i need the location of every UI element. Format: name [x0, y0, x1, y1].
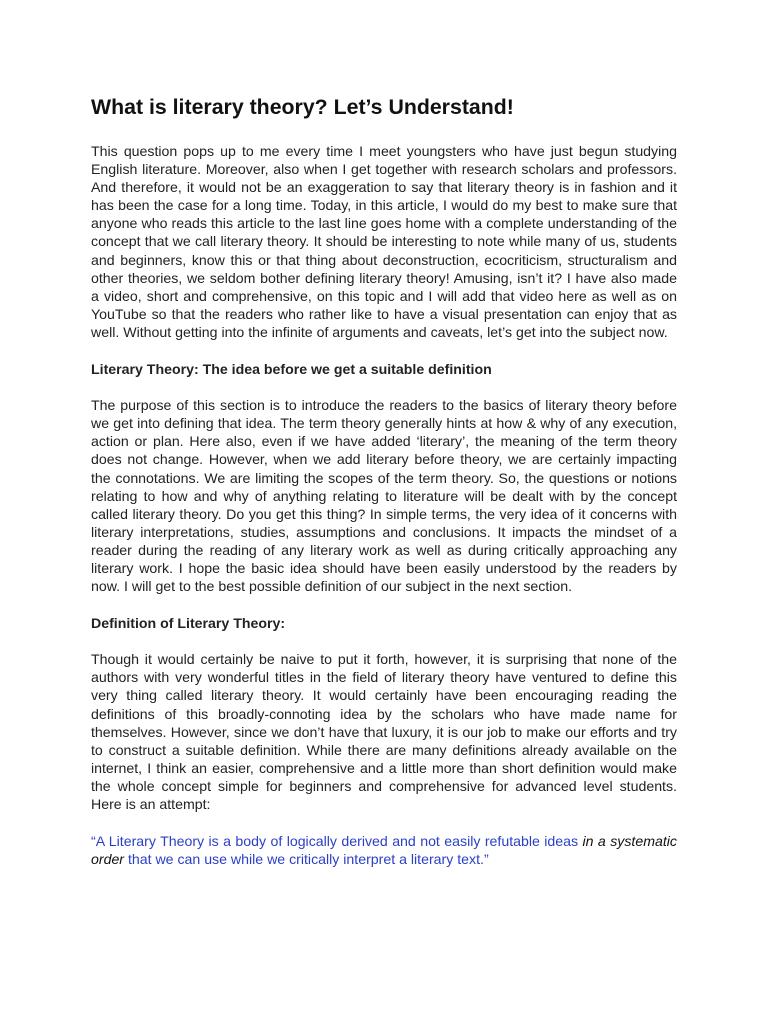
- section-heading-idea: Literary Theory: The idea before we get a suitable definition: [91, 361, 492, 378]
- document-page: [91, 92, 677, 868]
- definition-quote-italic: in a systematic order: [91, 833, 677, 868]
- article-title: What is literary theory? Let’s Understand!: [91, 95, 514, 119]
- definition-quote: [91, 832, 677, 868]
- definition-quote-part3: that we can use while we critically interpret a literary text.”: [124, 851, 489, 868]
- definition-quote-part1: “A Literary Theory is a body of logically derived and not easily refutable ideas: [91, 833, 583, 850]
- section-paragraph-idea: The purpose of this section is to introduce the readers to the basics of literary theory before we get into defining that idea. The term theory generally hints at how & why of any execution, action or plan. Here also, even if we have added ‘literary’, the meaning of the term theory does not change. However, when we add literary before theory, we are certainly impacting the connotations. We are limiting the scopes of the term theory. So, the questions or notions relating to how and why of anything relating to literature will be dealt with by the concept called literary theory. Do you get this thing? In simple terms, the very idea of it concerns with literary interpretations, studies, assumptions and conclusions. It impacts the mindset of a reader during the reading of any literary work as well as during critically approaching any literary work. I hope the basic idea should have been easily understood by the readers by now. I will get to the best possible definition of our subject in the next section.: [91, 397, 677, 595]
- section-heading-definition: Definition of Literary Theory:: [91, 615, 286, 632]
- intro-paragraph: This question pops up to me every time I meet youngsters who have just begun studying English literature. Moreover, also when I get together with research scholars and professors. And therefore, it would not be an exaggeration to say that literary theory is in fashion and it has been the case for a long time. Today, in this article, I would do my best to make sure that anyone who reads this article to the last line goes home with a complete understanding of the concept that we call literary theory. It should be interesting to note while many of us, students and beginners, know this or that thing about deconstruction, ecocriticism, structuralism and other theories, we seldom bother defining literary theory! Amusing, isn’t it? I have also made a video, short and comprehensive, on this topic and I will add that video here as well as on YouTube so that the readers who rather like to have a visual presentation can enjoy that as well. Without getting into the infinite of arguments and caveats, let’s get into the subject now.: [91, 143, 677, 340]
- section-paragraph-definition: Though it would certainly be naive to put it forth, however, it is surprising that none of the authors with very wonderful titles in the field of literary theory have ventured to define this very thing called literary theory. It would certainly have been encouraging reading the definitions of this broadly-connoting idea by the scholars who have made name for themselves. However, since we don’t have that luxury, it is our job to make our efforts and try to construct a suitable definition. While there are many definitions already available on the internet, I think an easier, comprehensive and a little more than short definition would make the whole concept simple for beginners and comprehensive for advanced level students. Here is an attempt:: [91, 651, 677, 812]
